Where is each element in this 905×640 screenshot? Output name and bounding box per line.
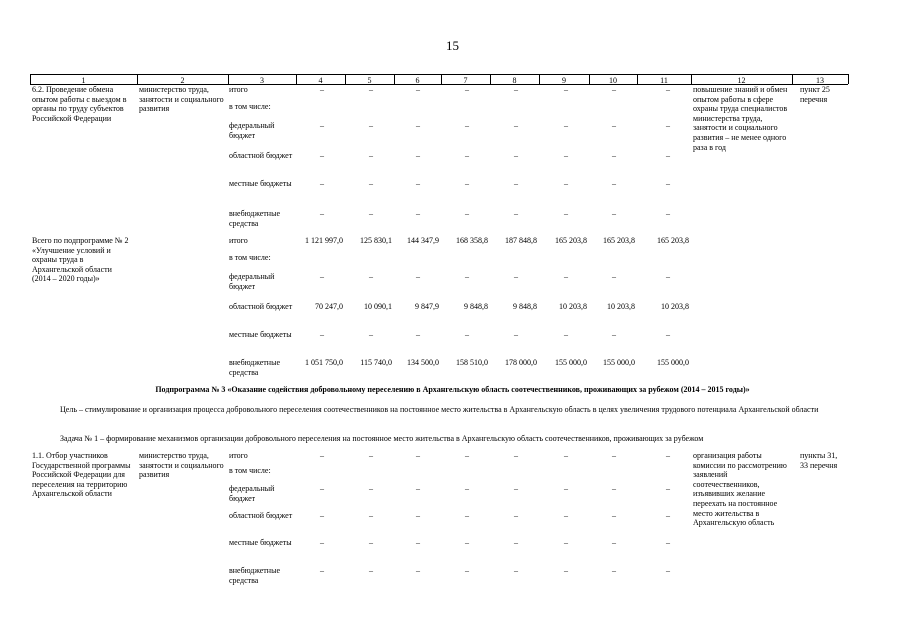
header-divider (539, 74, 540, 84)
total_sub2-value-5-5: 155 000,0 (555, 358, 587, 367)
row_1_1-value-4-6: – (612, 538, 616, 547)
row_1_1-value-2-0: – (320, 484, 324, 493)
row_6_2-value-3-7: – (666, 151, 670, 160)
total_sub2-value-5-7: 155 000,0 (657, 358, 689, 367)
row_6_2-value-0-4: – (514, 85, 518, 94)
row_6_2-value-3-2: – (416, 151, 420, 160)
header-col-5: 5 (367, 76, 372, 85)
row_1_1-value-0-4: – (514, 451, 518, 460)
row_6_2-value-5-0: – (320, 209, 324, 218)
row_6_2-value-3-0: – (320, 151, 324, 160)
row_6_2-value-5-1: – (369, 209, 373, 218)
total_sub2-name: Всего по подпрограмме № 2 «Улучшение условий и охраны труда в Архангельской области (2014 – 2020 годы)» (32, 236, 129, 284)
total_sub2-value-4-2: – (416, 330, 420, 339)
row_6_2-name: 6.2. Проведение обмена опытом работы с выездом в органы по труду субъектов Российской Федерации (32, 85, 127, 123)
header-col-11: 11 (660, 76, 668, 85)
row_6_2-value-5-6: – (612, 209, 616, 218)
total_sub2-value-0-7: 165 203,8 (657, 236, 689, 245)
row_1_1-value-5-5: – (564, 566, 568, 575)
header-divider (691, 74, 692, 84)
row_6_2-value-0-2: – (416, 85, 420, 94)
row_1_1-value-2-3: – (465, 484, 469, 493)
header-divider (490, 74, 491, 84)
total_sub2-value-2-7: – (666, 272, 670, 281)
total_sub2-value-2-2: – (416, 272, 420, 281)
row_1_1-value-3-5: – (564, 511, 568, 520)
row_6_2-value-0-7: – (666, 85, 670, 94)
row_1_1-value-3-4: – (514, 511, 518, 520)
header-divider (30, 74, 31, 84)
row_6_2-value-2-2: – (416, 121, 420, 130)
total_sub2-value-0-0: 1 121 997,0 (305, 236, 343, 245)
task-text: Задача № 1 – формирование механизмов организации добровольного переселения на постоянное место жительства в Архангельскую область соотечественников, проживающих за рубежом (60, 434, 704, 443)
row_6_2-value-3-6: – (612, 151, 616, 160)
row_6_2-source-3: областной бюджет (229, 151, 293, 160)
total_sub2-value-3-3: 9 848,8 (464, 302, 488, 311)
header-col-10: 10 (609, 76, 617, 85)
row_6_2-link: пункт 25 перечня (800, 85, 830, 104)
total_sub2-value-0-6: 165 203,8 (603, 236, 635, 245)
row_6_2-value-4-6: – (612, 179, 616, 188)
row_6_2-value-2-7: – (666, 121, 670, 130)
row_1_1-value-2-1: – (369, 484, 373, 493)
header-col-2: 2 (180, 76, 185, 85)
row_1_1-value-5-1: – (369, 566, 373, 575)
row_6_2-value-5-2: – (416, 209, 420, 218)
row_6_2-value-2-0: – (320, 121, 324, 130)
header-divider (394, 74, 395, 84)
row_1_1-source-4: местные бюджеты (229, 538, 292, 547)
header-divider (637, 74, 638, 84)
header-col-7: 7 (463, 76, 468, 85)
total_sub2-value-4-3: – (465, 330, 469, 339)
total_sub2-value-2-6: – (612, 272, 616, 281)
row_1_1-value-2-2: – (416, 484, 420, 493)
row_6_2-source-1: в том числе: (229, 102, 271, 111)
row_1_1-value-4-5: – (564, 538, 568, 547)
header-col-9: 9 (562, 76, 566, 85)
header-col-13: 13 (816, 76, 824, 85)
total_sub2-value-5-4: 178 000,0 (505, 358, 537, 367)
row_6_2-value-5-7: – (666, 209, 670, 218)
total_sub2-value-0-1: 125 830,1 (360, 236, 392, 245)
total_sub2-value-5-2: 134 500,0 (407, 358, 439, 367)
total_sub2-source-5: внебюджетные средства (229, 358, 280, 377)
row_1_1-name: 1.1. Отбор участников Государственной программы Российской Федерации для переселения на территорию Архангельской области (32, 451, 131, 499)
total_sub2-value-3-7: 10 203,8 (661, 302, 689, 311)
row_6_2-value-4-2: – (416, 179, 420, 188)
row_1_1-source-3: областной бюджет (229, 511, 293, 520)
total_sub2-source-2: федеральный бюджет (229, 272, 275, 291)
row_1_1-value-0-5: – (564, 451, 568, 460)
row_1_1-value-3-3: – (465, 511, 469, 520)
total_sub2-value-2-0: – (320, 272, 324, 281)
total_sub2-value-4-5: – (564, 330, 568, 339)
row_1_1-source-0: итого (229, 451, 248, 460)
total_sub2-value-0-2: 144 347,9 (407, 236, 439, 245)
row_1_1-value-0-6: – (612, 451, 616, 460)
header-col-12: 12 (737, 76, 746, 85)
row_1_1-value-5-2: – (416, 566, 420, 575)
row_1_1-value-0-0: – (320, 451, 324, 460)
row_6_2-source-4: местные бюджеты (229, 179, 292, 188)
total_sub2-value-4-1: – (369, 330, 373, 339)
row_6_2-value-4-7: – (666, 179, 670, 188)
row_6_2-value-2-6: – (612, 121, 616, 130)
table-header (0, 74, 905, 84)
row_6_2-value-2-1: – (369, 121, 373, 130)
row_1_1-value-5-4: – (514, 566, 518, 575)
row_6_2-value-0-5: – (564, 85, 568, 94)
row_6_2-value-3-3: – (465, 151, 469, 160)
total_sub2-value-2-3: – (465, 272, 469, 281)
header-divider (792, 74, 793, 84)
header-divider (589, 74, 590, 84)
total_sub2-value-5-6: 155 000,0 (603, 358, 635, 367)
row_6_2-value-2-4: – (514, 121, 518, 130)
row_6_2-value-0-3: – (465, 85, 469, 94)
row_6_2-value-0-1: – (369, 85, 373, 94)
row_6_2-value-5-5: – (564, 209, 568, 218)
header-divider (441, 74, 442, 84)
row_1_1-value-2-6: – (612, 484, 616, 493)
row_1_1-value-3-2: – (416, 511, 420, 520)
header-divider (137, 74, 138, 84)
total_sub2-source-0: итого (229, 236, 248, 245)
row_1_1-value-2-5: – (564, 484, 568, 493)
row_1_1-value-4-4: – (514, 538, 518, 547)
row_6_2-value-4-4: – (514, 179, 518, 188)
row_1_1-value-2-7: – (666, 484, 670, 493)
row_6_2-value-4-5: – (564, 179, 568, 188)
row_1_1-value-4-1: – (369, 538, 373, 547)
row_6_2-executor: министерство труда, занятости и социального развития (139, 85, 224, 114)
row_6_2-value-5-3: – (465, 209, 469, 218)
total_sub2-value-0-5: 165 203,8 (555, 236, 587, 245)
row_1_1-value-0-7: – (666, 451, 670, 460)
row_6_2-value-3-1: – (369, 151, 373, 160)
row_1_1-value-5-7: – (666, 566, 670, 575)
total_sub2-value-0-3: 168 358,8 (456, 236, 488, 245)
row_1_1-value-4-7: – (666, 538, 670, 547)
row_6_2-result: повышение знаний и обмен опытом работы в сфере охраны труда специалистов министерства труда, занятости и социального развития – не менее одного раза в год (693, 85, 788, 152)
page-number: 15 (446, 38, 459, 53)
row_1_1-value-5-0: – (320, 566, 324, 575)
total_sub2-value-3-2: 9 847,9 (415, 302, 439, 311)
row_1_1-source-2: федеральный бюджет (229, 484, 275, 503)
row_1_1-value-3-7: – (666, 511, 670, 520)
row_6_2-value-0-0: – (320, 85, 324, 94)
row_1_1-source-5: внебюджетные средства (229, 566, 280, 585)
row_1_1-value-3-0: – (320, 511, 324, 520)
row_6_2-source-0: итого (229, 85, 248, 94)
total_sub2-source-1: в том числе: (229, 253, 271, 262)
row_1_1-value-5-6: – (612, 566, 616, 575)
row_6_2-value-3-5: – (564, 151, 568, 160)
row_6_2-value-2-3: – (465, 121, 469, 130)
total_sub2-value-4-0: – (320, 330, 324, 339)
header-divider (345, 74, 346, 84)
row_1_1-value-2-4: – (514, 484, 518, 493)
total_sub2-value-4-6: – (612, 330, 616, 339)
total_sub2-source-4: местные бюджеты (229, 330, 292, 339)
total_sub2-value-5-1: 115 740,0 (360, 358, 392, 367)
total_sub2-source-3: областной бюджет (229, 302, 293, 311)
row_1_1-value-4-0: – (320, 538, 324, 547)
row_1_1-value-0-1: – (369, 451, 373, 460)
row_1_1-link: пункты 31, 33 перечня (800, 451, 838, 470)
row_6_2-value-4-3: – (465, 179, 469, 188)
row_1_1-value-0-3: – (465, 451, 469, 460)
total_sub2-value-3-5: 10 203,8 (559, 302, 587, 311)
subprogram-3-title: Подпрограмма № 3 «Оказание содействия добровольному переселению в Архангельскую область соотечественников, проживающих за рубежом (2014 – 2015 годы)» (155, 385, 750, 394)
header-col-3: 3 (260, 76, 264, 85)
header-col-1: 1 (81, 76, 86, 85)
total_sub2-value-3-0: 70 247,0 (315, 302, 343, 311)
header-divider (848, 74, 849, 84)
row_6_2-value-4-0: – (320, 179, 324, 188)
row_1_1-value-4-2: – (416, 538, 420, 547)
row_1_1-value-0-2: – (416, 451, 420, 460)
header-col-4: 4 (318, 76, 323, 85)
total_sub2-value-5-3: 158 510,0 (456, 358, 488, 367)
total_sub2-value-3-6: 10 203,8 (607, 302, 635, 311)
row_6_2-value-5-4: – (514, 209, 518, 218)
row_6_2-value-4-1: – (369, 179, 373, 188)
row_6_2-value-2-5: – (564, 121, 568, 130)
total_sub2-value-2-4: – (514, 272, 518, 281)
total_sub2-value-2-5: – (564, 272, 568, 281)
total_sub2-value-2-1: – (369, 272, 373, 281)
row_6_2-value-0-6: – (612, 85, 616, 94)
row_6_2-value-3-4: – (514, 151, 518, 160)
header-divider (228, 74, 229, 84)
total_sub2-value-4-4: – (514, 330, 518, 339)
header-divider (296, 74, 297, 84)
total_sub2-value-0-4: 187 848,8 (505, 236, 537, 245)
row_1_1-value-3-1: – (369, 511, 373, 520)
row_6_2-source-2: федеральный бюджет (229, 121, 275, 140)
row_6_2-source-5: внебюджетные средства (229, 209, 280, 228)
total_sub2-value-3-1: 10 090,1 (364, 302, 392, 311)
goal-text: Цель – стимулирование и организация процесса добровольного переселения соотечественников на постоянное место жительства в Архангельскую область в целях увеличения трудового потенциала Архангельской области (60, 405, 819, 414)
total_sub2-value-5-0: 1 051 750,0 (305, 358, 343, 367)
total_sub2-value-4-7: – (666, 330, 670, 339)
header-col-8: 8 (512, 76, 517, 85)
row_1_1-source-1: в том числе: (229, 466, 271, 475)
total_sub2-value-3-4: 9 848,8 (513, 302, 537, 311)
row_1_1-value-5-3: – (465, 566, 469, 575)
row_1_1-result: организация работы комиссии по рассмотрению заявлений соотечественников, изъявивших желание переехать на постоянное место жительства в Архангельскую область (693, 451, 787, 528)
row_1_1-value-3-6: – (612, 511, 616, 520)
header-col-6: 6 (415, 76, 420, 85)
row_1_1-value-4-3: – (465, 538, 469, 547)
row_1_1-executor: министерство труда, занятости и социального развития (139, 451, 224, 480)
